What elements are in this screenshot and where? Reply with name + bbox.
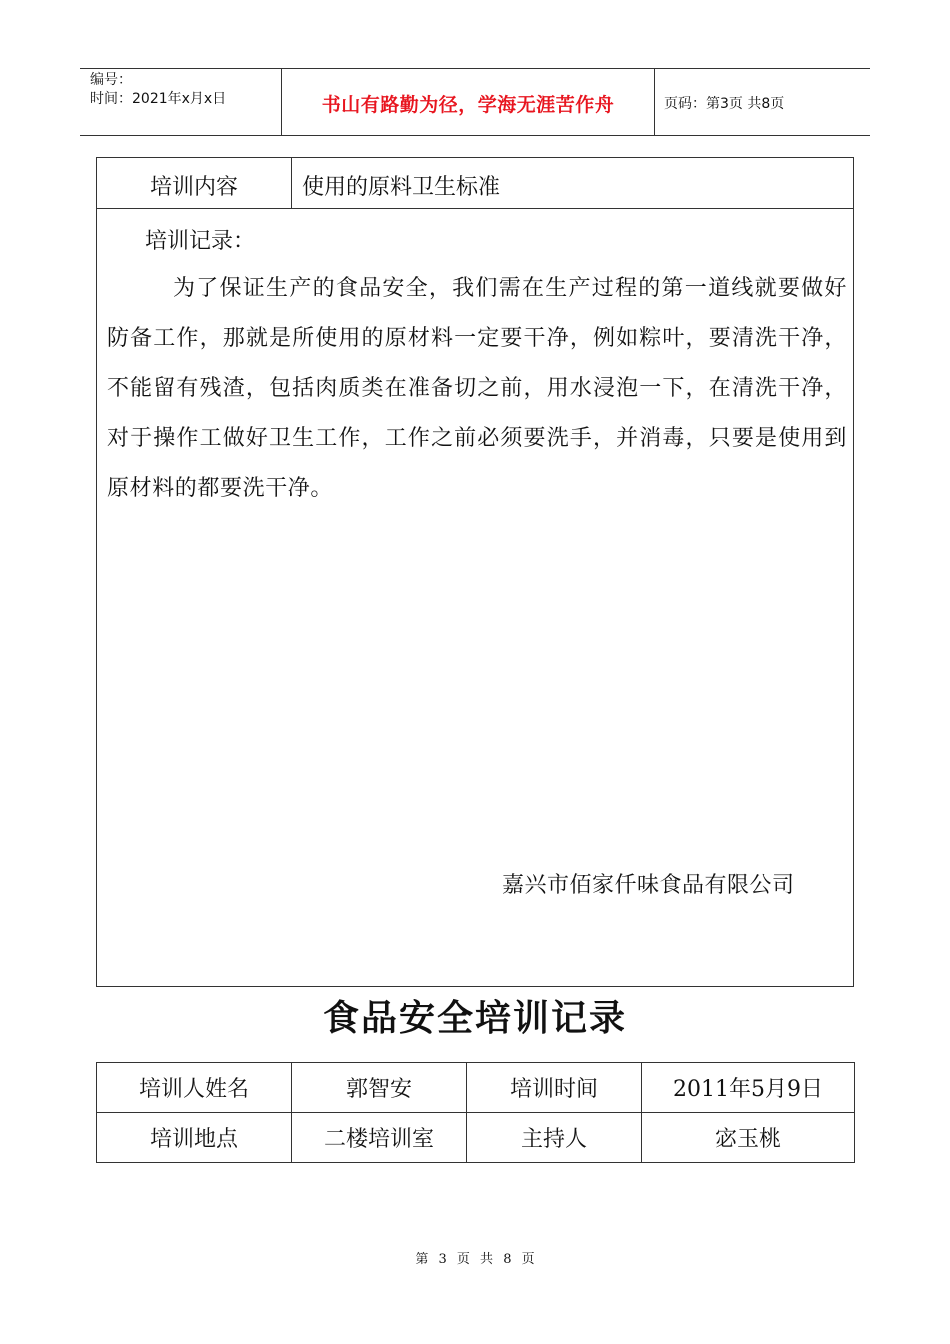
header-page-info: 页码：第3页 共8页 (664, 96, 785, 112)
header-meta (90, 71, 226, 109)
training-info-table (96, 1062, 855, 1163)
training-content-value: 使用的原料卫生标准 (302, 175, 501, 200)
training-record-text: 为了保证生产的食品安全，我们需在生产过程的第一道线就要做好防备工作，那就是所使用的原材料一定要干净，例如粽叶，要清洗干净，不能留有残渣，包括肉质类在准备切之前，用水浸泡一下，在清洗干净，对于操作工做好卫生工作，工作之前必须要洗手，并消毒，只要是使用到原材料的都要洗干净。 (107, 276, 847, 501)
header-divider (654, 68, 655, 135)
training-time-label: 培训时间 (467, 1063, 642, 1113)
training-time-value: 2011年5月9日 (642, 1063, 855, 1113)
header-bottom-rule (80, 135, 870, 136)
trainer-name-value: 郭智安 (292, 1063, 467, 1113)
doc-number-label: 编号： (90, 72, 132, 88)
header-motto: 书山有路勤为径，学海无涯苦作舟 (321, 94, 615, 116)
training-record-label: 培训记录： (145, 229, 256, 254)
training-location-label: 培训地点 (97, 1113, 292, 1163)
host-value: 宓玉桃 (642, 1113, 855, 1163)
trainer-name-label: 培训人姓名 (97, 1063, 292, 1113)
host-label: 主持人 (467, 1113, 642, 1163)
page-footer: 第 3 页 共 8 页 (415, 1252, 535, 1267)
form-title: 食品安全培训记录 (322, 997, 627, 1039)
company-name: 嘉兴市佰家仟味食品有限公司 (502, 873, 795, 898)
header-date: 时间：2021年x月x日 (90, 91, 227, 107)
header-top-rule (80, 68, 870, 69)
training-content-label: 培训内容 (149, 175, 238, 200)
table-row (97, 1113, 855, 1163)
training-location-value: 二楼培训室 (292, 1113, 467, 1163)
table-row (97, 1063, 855, 1113)
